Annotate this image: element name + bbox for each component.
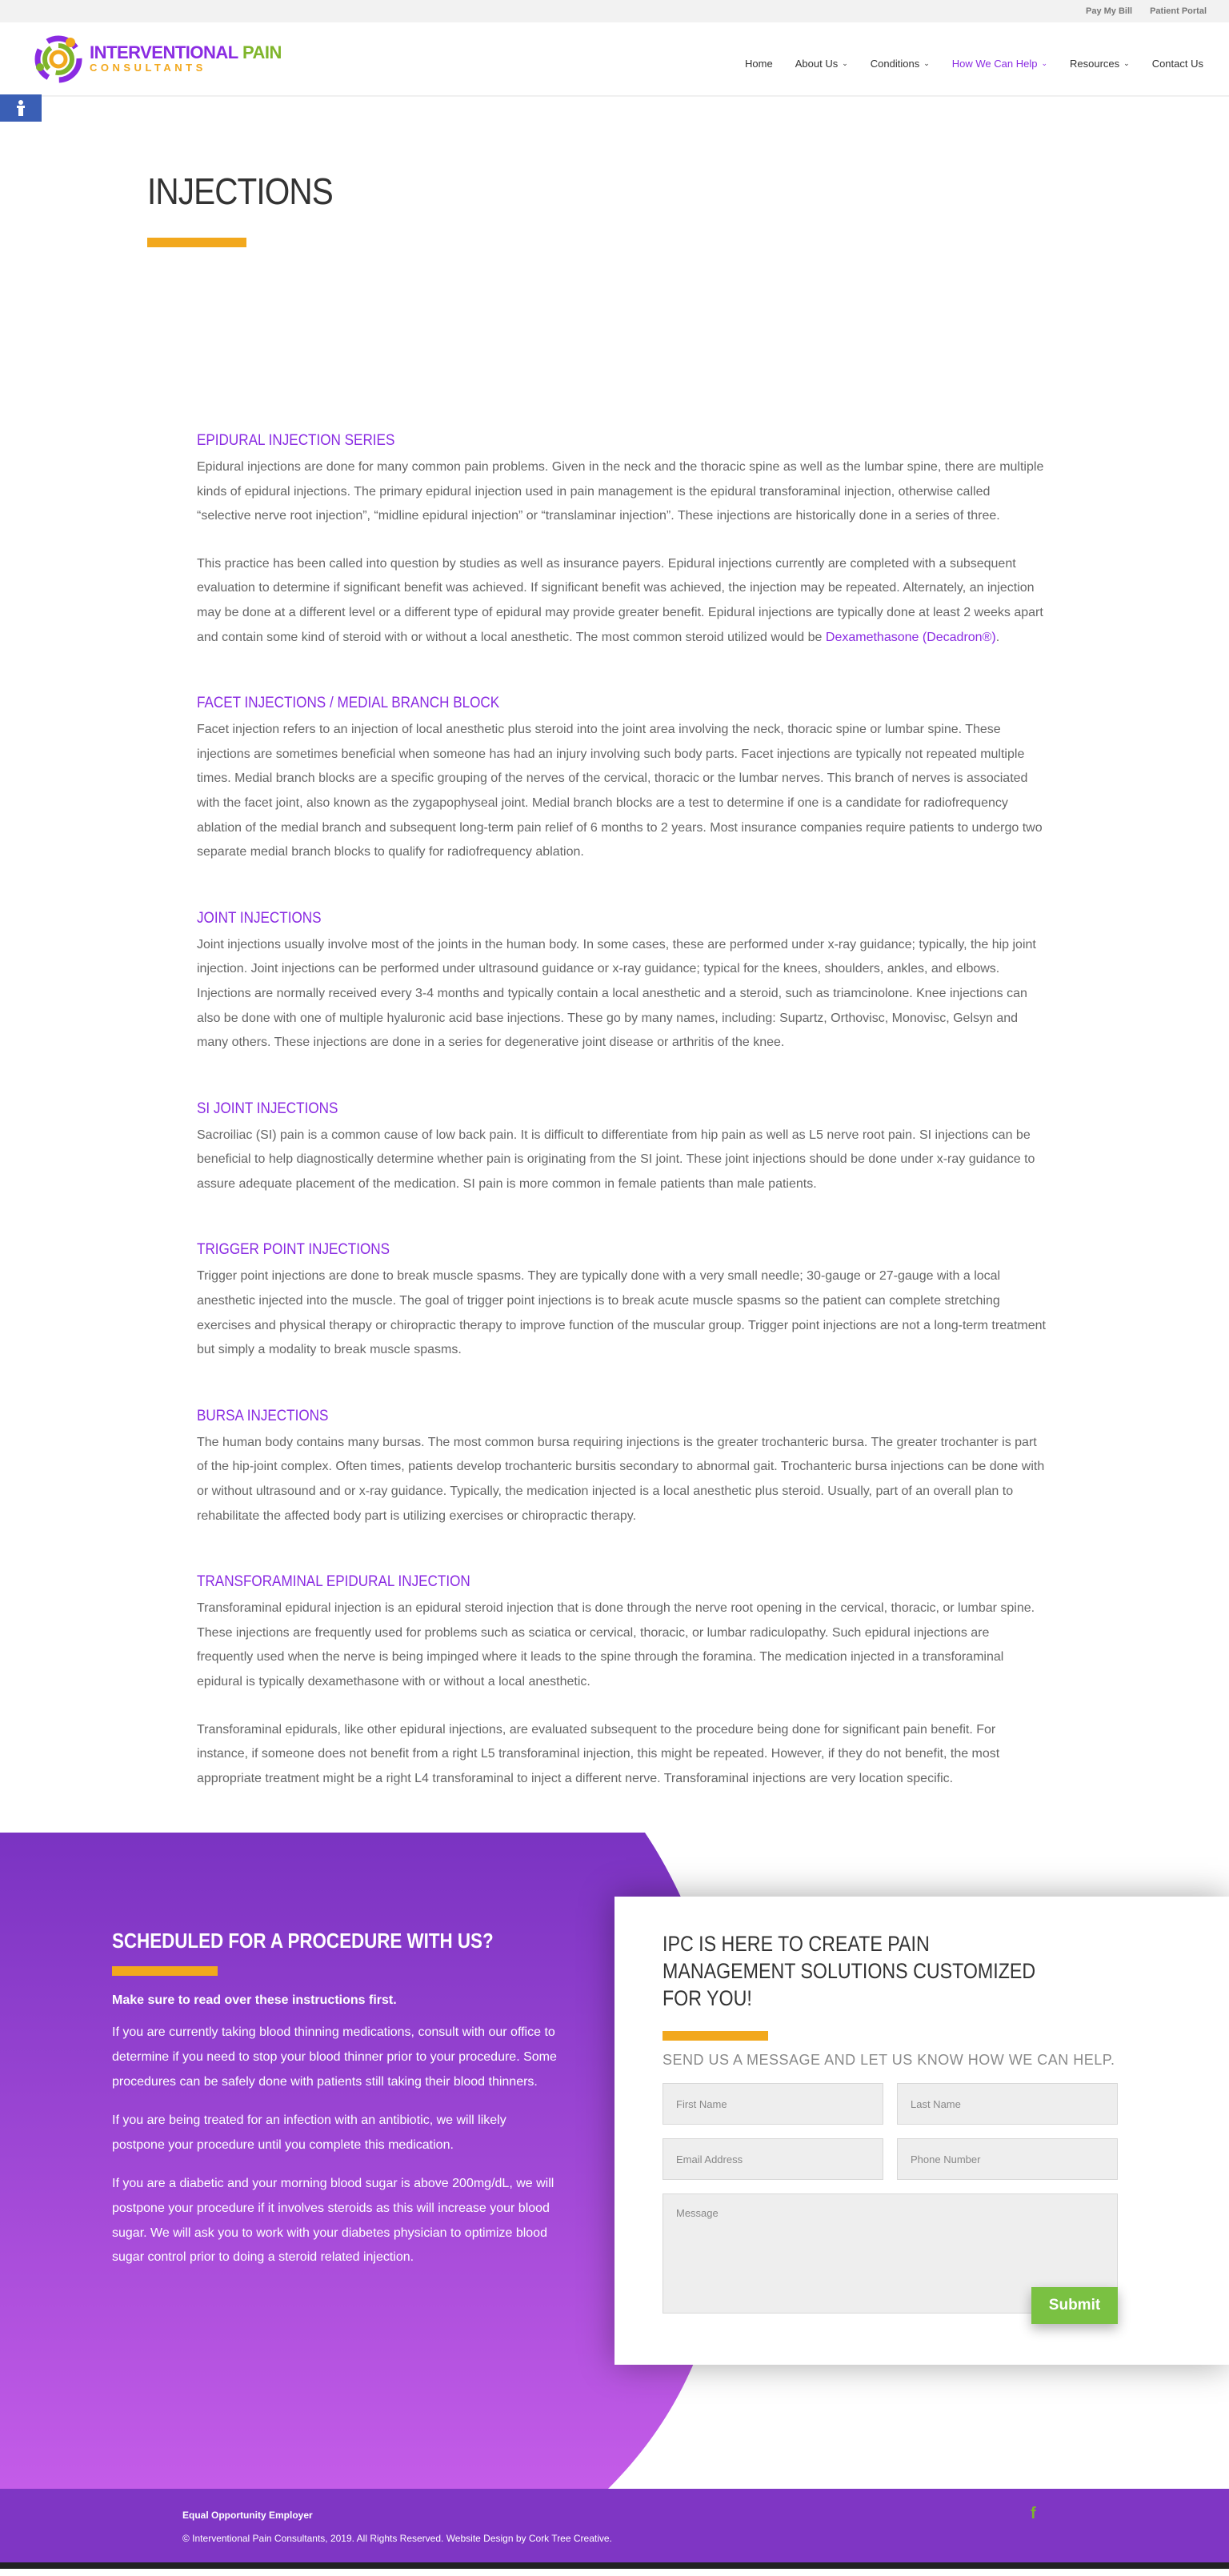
nav-about-us[interactable]: About Us ⌄	[795, 58, 848, 70]
accessibility-toggle-button[interactable]	[0, 94, 42, 122]
section-paragraph: The human body contains many bursas. The most common bursa requiring injections is the greater trochanteric bursa. The greater trochanter is part of the hip-joint complex. Often times, patients develop trochanteric bursitis secondary to abnormal gait. Trochanteric bursa injections can be done with or without ultrasound and or x-ray guidance. Typically, the medication injected is a local anesthetic plus steroid. Usually, part of an overall plan to rehabilitate the affected body part is utilizing exercises or chiropractic therapy.	[197, 1435, 1045, 1523]
chevron-down-icon: ⌄	[923, 59, 930, 67]
section-paragraph: Transforaminal epidurals, like other epidural injections, are evaluated subsequent to the procedure being done for significant pain benefit. For instance, if someone does not benefit from a right L5 transforaminal injection, this might be repeated. However, if they do not benefit, the most appropriate treatment might be a right L4 transforaminal to inject a different nerve. Transforaminal injections are very location specific.	[197, 1722, 1000, 1785]
logo-title: INTERVENTIONAL PAIN	[90, 42, 282, 62]
procedure-instructions	[112, 1929, 560, 2284]
chevron-down-icon: ⌄	[842, 59, 848, 67]
top-bar	[0, 0, 1229, 22]
last-name-input[interactable]: Last Name	[897, 2083, 1118, 2125]
message-textarea[interactable]: Message	[663, 2193, 1118, 2314]
section-epidural	[197, 432, 1047, 650]
footer-eoe: Equal Opportunity Employer	[182, 2510, 313, 2522]
logo-mark-icon	[29, 31, 88, 87]
section-si-joint	[197, 1100, 1047, 1197]
patient-portal-link[interactable]: Patient Portal	[1150, 6, 1207, 16]
form-heading: IPC IS HERE TO CREATE PAIN MANAGEMENT SOLUTIONS CUSTOMIZED FOR YOU!	[663, 1932, 1036, 2011]
site-footer	[0, 2489, 1229, 2562]
section-paragraph: Trigger point injections are done to break muscle spasms. They are typically done with a very small needle; 30-gauge or 27-gauge with a local anesthetic injected into the muscle. The goal of trigger point injections is to break acute muscle spasms so the patient can complete stretching exercises and physical therapy or chiropractic therapy to improve function of the muscular group. Trigger point injections are not a long-term treatment but simply a modality to break muscle spasms.	[197, 1269, 1046, 1357]
email-input[interactable]: Email Address	[663, 2138, 883, 2180]
section-paragraph: Facet injection refers to an injection of local anesthetic plus steroid into the joint area involving the neck, thoracic spine or lumbar spine. These injections are sometimes beneficial when someone has had an injury involving such body parts. Facet injections are typically not repeated multiple times. Medial branch blocks are a specific grouping of the nerves of the cervical, thoracic or the lumbar nerves. This branch of nerves is associated with the facet joint, also known as the zygapophyseal joint. Medial branch blocks are a test to determine if one is a candidate for radiofrequency ablation of the medial branch and subsequent long-term pain relief of 6 months to 2 years. Most insurance companies require patients to undergo two separate medial branch blocks to qualify for radiofrequency ablation.	[197, 723, 1043, 859]
nav-home[interactable]: Home	[745, 58, 773, 70]
section-heading: TRIGGER POINT INJECTIONS	[197, 1241, 390, 1259]
nav-resources[interactable]: Resources ⌄	[1070, 58, 1130, 70]
logo-subtitle: CONSULTANTS	[90, 62, 206, 74]
first-name-input[interactable]: First Name	[663, 2083, 883, 2125]
form-underline	[663, 2031, 768, 2041]
footer-copyright: © Interventional Pain Consultants, 2019. All Rights Reserved. Website Design by Cork Tree Creative.	[182, 2533, 612, 2545]
instruction-paragraph: If you are being treated for an infection with an antibiotic, we will likely postpone your procedure until you complete this medication.	[112, 2113, 506, 2152]
form-subheading: SEND US A MESSAGE AND LET US KNOW HOW WE CAN HELP.	[663, 2052, 1115, 2069]
section-heading: JOINT INJECTIONS	[197, 909, 322, 927]
page-title: INJECTIONS	[147, 170, 333, 212]
section-paragraph: Sacroiliac (SI) pain is a common cause of low back pain. It is difficult to differentiate from hip pain as well as L5 nerve root pain. SI injections can be beneficial to help diagnostically determine whether pain is originating from the SI joint. These joint injections should be done under x-ray guidance to assure adequate placement of the medication. SI pain is more common in female patients than male patients.	[197, 1128, 1035, 1191]
section-paragraph: Transforaminal epidural injection is an epidural steroid injection that is done through the nerve root opening in the cervical, thoracic, or lumbar spine. These injections are frequently used for problems such as sciatica or cervical, thoracic, or lumbar radiculopathy. Such epidural injections are frequently used when the nerve is being impinged where it leads to the spine through the foramina. The medication injected in a transforaminal epidural is typically dexamethasone with or without a local anesthetic.	[197, 1601, 1035, 1689]
page-hero	[0, 96, 1229, 328]
cta-heading: SCHEDULED FOR A PROCEDURE WITH US?	[112, 1929, 494, 1953]
nav-conditions[interactable]: Conditions ⌄	[870, 58, 930, 70]
main-nav	[745, 58, 1203, 70]
section-heading: BURSA INJECTIONS	[197, 1407, 329, 1424]
section-facet	[197, 695, 1047, 865]
facebook-icon[interactable]: f	[1031, 2505, 1036, 2523]
procedure-cta-section	[0, 1833, 1229, 2489]
section-paragraph: Joint injections usually involve most of the joints in the human body. In some cases, these are performed under x-ray guidance; typically, the hip joint injection. Joint injections can be performed under ultrasound guidance or x-ray guidance; typical for the knees, shoulders, ankles, and elbows. Injections are normally received every 3-4 months and typically contain a local anesthetic and a steroid, such as triamcinolone. Knee injections can also be done with one of multiple hyaluronic acid base injections. These go by many names, including: Supartz, Orthovisc, Monovisc, Gelsyn and many others. These injections are done in a series for degenerative joint disease or arthritis of the knee.	[197, 937, 1036, 1050]
section-paragraph: Epidural injections are done for many common pain problems. Given in the neck and the thoracic spine as well as the lumbar spine, there are multiple kinds of epidural injections. The primary epidural injection used in pain management is the epidural transforaminal injection, otherwise called “selective nerve root injection”, “midline epidural injection” or “translaminar injection”. These injections are historically done in a series of three.	[197, 460, 1044, 523]
logo-text	[90, 44, 282, 74]
bottom-strip	[0, 2562, 1229, 2569]
section-joint	[197, 910, 1047, 1056]
section-heading: EPIDURAL INJECTION SERIES	[197, 432, 395, 449]
accessibility-icon	[14, 99, 28, 117]
site-logo[interactable]	[29, 31, 282, 87]
section-paragraph: This practice has been called into question by studies as well as insurance payers. Epidural injections currently are completed with a subsequent evaluation to determine if significant benefit was achieved. If significant benefit was achieved, the injection may be repeated. Alternately, an injection may be done at a different level or a different type of epidural may provide greater benefit. Epidural injections are typically done at least 2 weeks apart and contain some kind of steroid with or without a local anesthetic. The most common steroid utilized would be Dexamethasone (Decadron®).	[197, 556, 1043, 644]
main-content	[197, 328, 1047, 1844]
form-row	[663, 2083, 1229, 2125]
site-header	[0, 22, 1229, 96]
cta-underline	[112, 1966, 218, 1976]
instruction-paragraph: If you are a diabetic and your morning blood sugar is above 200mg/dL, we will postpone your procedure if it involves steroids as this will increase your blood sugar. We will ask you to work with your diabetes physician to optimize blood sugar control prior to doing a steroid related injection.	[112, 2177, 554, 2265]
chevron-down-icon: ⌄	[1123, 59, 1130, 67]
title-underline	[147, 238, 246, 247]
contact-form-card	[614, 1897, 1229, 2365]
cta-lead: Make sure to read over these instructions first.	[112, 1993, 397, 2008]
section-heading: TRANSFORAMINAL EPIDURAL INJECTION	[197, 1573, 470, 1591]
chevron-down-icon: ⌄	[1041, 59, 1047, 67]
section-trigger-point	[197, 1241, 1047, 1362]
section-bursa	[197, 1408, 1047, 1528]
instruction-paragraph: If you are currently taking blood thinning medications, consult with our office to determine if you need to stop your blood thinner prior to your procedure. Some procedures can be safely done with patients still taking their blood thinners.	[112, 2025, 557, 2089]
form-row	[663, 2138, 1229, 2180]
phone-input[interactable]: Phone Number	[897, 2138, 1118, 2180]
section-heading: FACET INJECTIONS / MEDIAL BRANCH BLOCK	[197, 695, 500, 712]
dexamethasone-link[interactable]: Dexamethasone (Decadron®)	[825, 630, 996, 644]
nav-contact-us[interactable]: Contact Us	[1151, 58, 1203, 70]
pay-my-bill-link[interactable]: Pay My Bill	[1086, 6, 1133, 16]
submit-button[interactable]: Submit	[1031, 2287, 1118, 2324]
section-transforaminal	[197, 1573, 1047, 1791]
section-heading: SI JOINT INJECTIONS	[197, 1100, 338, 1117]
form-row	[663, 2193, 1229, 2314]
nav-how-we-can-help[interactable]: How We Can Help ⌄	[951, 58, 1047, 70]
